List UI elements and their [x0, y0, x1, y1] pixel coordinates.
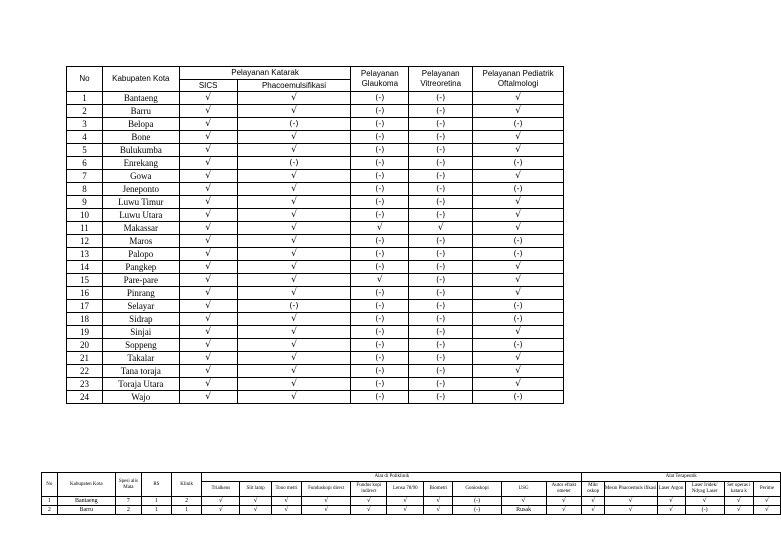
row2-name: Barru	[57, 506, 115, 515]
row2-cell: √	[724, 497, 753, 506]
row2-cell: √	[271, 497, 301, 506]
header2-poliklinik: Alat di Poliklinik	[202, 473, 582, 482]
header2-no: No	[42, 473, 58, 497]
row2-klinik: 1	[172, 506, 202, 515]
row-name: Pinrang	[102, 287, 179, 300]
row-no: 14	[67, 261, 103, 274]
row-name: Toraja Utara	[102, 378, 179, 391]
table-row	[67, 170, 564, 183]
row-phaco: (-)	[237, 157, 351, 170]
row-pediatrik: (-)	[473, 313, 564, 326]
row-vitreo: (-)	[409, 144, 473, 157]
row2-cell: √	[724, 506, 753, 515]
header2-spesialis: Spesi alis Mata	[116, 473, 142, 497]
row-no: 6	[67, 157, 103, 170]
row2-cell: √	[240, 497, 271, 506]
row2-spesialis: 7	[116, 497, 142, 506]
header2-poli-col: Funduskopi direct	[302, 482, 351, 497]
row-pediatrik: √	[473, 326, 564, 339]
row-name: Sidrap	[102, 313, 179, 326]
row-glaukoma: √	[351, 222, 409, 235]
table-row	[67, 157, 564, 170]
row-pediatrik: √	[473, 170, 564, 183]
row-sics: √	[179, 235, 237, 248]
table-row	[67, 287, 564, 300]
table-row	[67, 248, 564, 261]
header2-terapeutik: Alat Terapeutik	[582, 473, 781, 482]
row-name: Soppeng	[102, 339, 179, 352]
row2-cell: √	[604, 497, 657, 506]
row2-cell: √	[753, 506, 780, 515]
row-no: 10	[67, 209, 103, 222]
table-row	[67, 196, 564, 209]
header2-poli-col: Biometri	[424, 482, 453, 497]
row-glaukoma: (-)	[351, 378, 409, 391]
table-row	[67, 274, 564, 287]
row-phaco: √	[237, 261, 351, 274]
row2-cell: √	[582, 506, 604, 515]
row2-cell: √	[271, 506, 301, 515]
row-vitreo: (-)	[409, 313, 473, 326]
row-pediatrik: √	[473, 144, 564, 157]
row-vitreo: (-)	[409, 131, 473, 144]
row-phaco: √	[237, 378, 351, 391]
header2-tera-col: Mikr oskop	[582, 482, 604, 497]
row2-cell: (-)	[453, 506, 501, 515]
row-sics: √	[179, 222, 237, 235]
row-no: 18	[67, 313, 103, 326]
row-glaukoma: (-)	[351, 261, 409, 274]
row-phaco: √	[237, 339, 351, 352]
row-glaukoma: (-)	[351, 183, 409, 196]
row-phaco: √	[237, 326, 351, 339]
header2-poli-col: Lensa 78/90	[387, 482, 424, 497]
row-sics: √	[179, 391, 237, 404]
table-row	[67, 118, 564, 131]
header2-poli-col: USG	[501, 482, 546, 497]
row-pediatrik: (-)	[473, 183, 564, 196]
row-pediatrik: √	[473, 261, 564, 274]
row-name: Sinjai	[102, 326, 179, 339]
pelayanan-table	[66, 66, 564, 404]
row-glaukoma: (-)	[351, 287, 409, 300]
row-pediatrik: √	[473, 287, 564, 300]
row-vitreo: (-)	[409, 157, 473, 170]
row-phaco: (-)	[237, 118, 351, 131]
row2-cell: √	[387, 497, 424, 506]
row-name: Wajo	[102, 391, 179, 404]
row2-cell: √	[501, 497, 546, 506]
row-glaukoma: (-)	[351, 118, 409, 131]
row2-no: 2	[42, 506, 58, 515]
row2-cell: √	[240, 506, 271, 515]
row-vitreo: (-)	[409, 183, 473, 196]
row2-name: Bantaeng	[57, 497, 115, 506]
row-glaukoma: (-)	[351, 365, 409, 378]
row-name: Luwu Timur	[102, 196, 179, 209]
row-pediatrik: √	[473, 105, 564, 118]
table-row	[67, 352, 564, 365]
row-name: Luwu Utara	[102, 209, 179, 222]
row-name: Enrekang	[102, 157, 179, 170]
row-phaco: √	[237, 352, 351, 365]
row2-cell: Rusak	[501, 506, 546, 515]
table-row	[67, 391, 564, 404]
row2-cell: √	[302, 506, 351, 515]
table-row	[67, 222, 564, 235]
row2-cell: √	[202, 497, 240, 506]
row-glaukoma: (-)	[351, 131, 409, 144]
row-no: 5	[67, 144, 103, 157]
row-no: 19	[67, 326, 103, 339]
row2-rs: 1	[141, 497, 171, 506]
row2-cell: √	[202, 506, 240, 515]
row-no: 20	[67, 339, 103, 352]
table-row	[67, 339, 564, 352]
row-no: 17	[67, 300, 103, 313]
row-name: Jeneponto	[102, 183, 179, 196]
table-row	[67, 92, 564, 105]
row-vitreo: (-)	[409, 196, 473, 209]
table-row	[67, 261, 564, 274]
row-pediatrik: (-)	[473, 248, 564, 261]
row2-spesialis: 2	[116, 506, 142, 515]
header2-poli-col: Tono metri	[271, 482, 301, 497]
row-glaukoma: (-)	[351, 92, 409, 105]
row-vitreo: (-)	[409, 274, 473, 287]
row-phaco: (-)	[237, 300, 351, 313]
row-no: 22	[67, 365, 103, 378]
row2-cell: √	[657, 506, 685, 515]
header2-poli-col: Trialkens	[202, 482, 240, 497]
row-name: Selayar	[102, 300, 179, 313]
row-vitreo: (-)	[409, 105, 473, 118]
header-glaukoma: Pelayanan Glaukoma	[351, 67, 409, 92]
row-phaco: √	[237, 248, 351, 261]
row-sics: √	[179, 183, 237, 196]
row2-cell: √	[351, 497, 387, 506]
row-phaco: √	[237, 92, 351, 105]
row-phaco: √	[237, 209, 351, 222]
row-sics: √	[179, 248, 237, 261]
alat-table	[41, 472, 781, 515]
row-pediatrik: √	[473, 131, 564, 144]
row-glaukoma: (-)	[351, 144, 409, 157]
row2-cell: √	[387, 506, 424, 515]
row-name: Bantaeng	[102, 92, 179, 105]
row2-cell: √	[546, 506, 582, 515]
row-pediatrik: (-)	[473, 235, 564, 248]
row-vitreo: (-)	[409, 92, 473, 105]
row-pediatrik: (-)	[473, 391, 564, 404]
row-no: 3	[67, 118, 103, 131]
row2-cell: √	[657, 497, 685, 506]
row-phaco: √	[237, 105, 351, 118]
table-row	[67, 365, 564, 378]
row2-rs: 1	[141, 506, 171, 515]
row-vitreo: (-)	[409, 352, 473, 365]
row-pediatrik: √	[473, 92, 564, 105]
row-glaukoma: (-)	[351, 105, 409, 118]
row2-cell: √	[351, 506, 387, 515]
header2-poli-col: Slit lamp	[240, 482, 271, 497]
row-phaco: √	[237, 313, 351, 326]
header-pediatrik: Pelayanan Pediatrik Oftalmologi	[473, 67, 564, 92]
row2-no: 1	[42, 497, 58, 506]
row-pediatrik: √	[473, 378, 564, 391]
header2-poli-col: Fundus kopi indirect	[351, 482, 387, 497]
row-glaukoma: (-)	[351, 170, 409, 183]
row-pediatrik: √	[473, 209, 564, 222]
row-name: Barru	[102, 105, 179, 118]
row2-cell: √	[424, 506, 453, 515]
row-pediatrik: (-)	[473, 118, 564, 131]
row-pediatrik: √	[473, 196, 564, 209]
row-name: Bulukumba	[102, 144, 179, 157]
table-row	[67, 378, 564, 391]
row-pediatrik: (-)	[473, 339, 564, 352]
header2-tera-col: Laser Argon	[657, 482, 685, 497]
row-glaukoma: (-)	[351, 300, 409, 313]
header-phaco: Phacoemulsifikasi	[237, 80, 351, 92]
row-sics: √	[179, 365, 237, 378]
row-name: Tana toraja	[102, 365, 179, 378]
row-phaco: √	[237, 235, 351, 248]
row-phaco: √	[237, 144, 351, 157]
row-sics: √	[179, 196, 237, 209]
row2-cell: √	[582, 497, 604, 506]
row-phaco: √	[237, 365, 351, 378]
row-name: Belopa	[102, 118, 179, 131]
row2-cell: (-)	[685, 506, 724, 515]
row-sics: √	[179, 144, 237, 157]
row-glaukoma: (-)	[351, 196, 409, 209]
row-phaco: √	[237, 170, 351, 183]
row-sics: √	[179, 339, 237, 352]
row-phaco: √	[237, 222, 351, 235]
header2-poli-col: Gonioskopi	[453, 482, 501, 497]
row-no: 13	[67, 248, 103, 261]
header-vitreoretina: Pelayanan Vitreoretina	[409, 67, 473, 92]
row-sics: √	[179, 300, 237, 313]
row-sics: √	[179, 105, 237, 118]
row-glaukoma: (-)	[351, 391, 409, 404]
row-no: 9	[67, 196, 103, 209]
table-row	[67, 209, 564, 222]
row-name: Makassar	[102, 222, 179, 235]
row-glaukoma: (-)	[351, 157, 409, 170]
row-no: 12	[67, 235, 103, 248]
row-name: Bone	[102, 131, 179, 144]
row-sics: √	[179, 131, 237, 144]
header2-tera-col: Perime	[753, 482, 780, 497]
row2-cell: √	[685, 497, 724, 506]
row-no: 2	[67, 105, 103, 118]
row2-cell: √	[546, 497, 582, 506]
row-vitreo: (-)	[409, 365, 473, 378]
row-sics: √	[179, 209, 237, 222]
row-name: Palopo	[102, 248, 179, 261]
header2-klinik: Klinik	[172, 473, 202, 497]
table-row	[67, 144, 564, 157]
row-no: 21	[67, 352, 103, 365]
table-row	[67, 300, 564, 313]
table-row	[67, 313, 564, 326]
row-pediatrik: √	[473, 365, 564, 378]
row-glaukoma: (-)	[351, 313, 409, 326]
header-sics: SICS	[179, 80, 237, 92]
row-sics: √	[179, 326, 237, 339]
row-no: 1	[67, 92, 103, 105]
row2-cell: (-)	[453, 497, 501, 506]
row-phaco: √	[237, 183, 351, 196]
row-name: Pare-pare	[102, 274, 179, 287]
row-no: 4	[67, 131, 103, 144]
row-phaco: √	[237, 287, 351, 300]
row-sics: √	[179, 92, 237, 105]
header2-poli-col: Autor efrakt ometer	[546, 482, 582, 497]
row-pediatrik: √	[473, 274, 564, 287]
row-sics: √	[179, 170, 237, 183]
row-vitreo: (-)	[409, 339, 473, 352]
row-pediatrik: √	[473, 352, 564, 365]
row-glaukoma: √	[351, 274, 409, 287]
row-vitreo: (-)	[409, 170, 473, 183]
row-no: 11	[67, 222, 103, 235]
row-vitreo: (-)	[409, 326, 473, 339]
row-no: 7	[67, 170, 103, 183]
header2-tera-col: Mesin Phacoemuls ifikasi	[604, 482, 657, 497]
row-sics: √	[179, 261, 237, 274]
header2-kabupaten: Kabupaten Kota	[57, 473, 115, 497]
row-pediatrik: (-)	[473, 300, 564, 313]
row-vitreo: (-)	[409, 248, 473, 261]
row-phaco: √	[237, 196, 351, 209]
row-phaco: √	[237, 274, 351, 287]
row-vitreo: (-)	[409, 118, 473, 131]
table-row	[67, 326, 564, 339]
table-row	[67, 235, 564, 248]
row2-klinik: 2	[172, 497, 202, 506]
row-vitreo: (-)	[409, 235, 473, 248]
row-glaukoma: (-)	[351, 235, 409, 248]
row-name: Pangkep	[102, 261, 179, 274]
table-row	[67, 105, 564, 118]
row-vitreo: (-)	[409, 261, 473, 274]
header-kabupaten: Kabupaten Kota	[102, 67, 179, 92]
table-row	[67, 183, 564, 196]
row-glaukoma: (-)	[351, 339, 409, 352]
row-sics: √	[179, 352, 237, 365]
row-name: Gowa	[102, 170, 179, 183]
row-vitreo: (-)	[409, 209, 473, 222]
row-name: Takalar	[102, 352, 179, 365]
row-phaco: √	[237, 131, 351, 144]
row-phaco: √	[237, 391, 351, 404]
row-vitreo: (-)	[409, 287, 473, 300]
row2-cell: √	[424, 497, 453, 506]
row-vitreo: (-)	[409, 300, 473, 313]
row-sics: √	[179, 378, 237, 391]
row-vitreo: √	[409, 222, 473, 235]
row-glaukoma: (-)	[351, 326, 409, 339]
row2-cell: √	[604, 506, 657, 515]
row-sics: √	[179, 157, 237, 170]
header-no: No	[67, 67, 103, 92]
row-sics: √	[179, 287, 237, 300]
row-no: 15	[67, 274, 103, 287]
row-pediatrik: (-)	[473, 157, 564, 170]
row-no: 24	[67, 391, 103, 404]
row-sics: √	[179, 274, 237, 287]
row-no: 16	[67, 287, 103, 300]
header2-tera-col: Set operas i katara k	[724, 482, 753, 497]
row-no: 23	[67, 378, 103, 391]
row-pediatrik: √	[473, 222, 564, 235]
table-row	[42, 497, 781, 506]
row-sics: √	[179, 118, 237, 131]
row-glaukoma: (-)	[351, 352, 409, 365]
row-glaukoma: (-)	[351, 209, 409, 222]
row-no: 8	[67, 183, 103, 196]
row2-cell: √	[753, 497, 780, 506]
row-vitreo: (-)	[409, 391, 473, 404]
header-katarak: Pelayanan Katarak	[179, 67, 351, 80]
header2-tera-col: Laser Iridek/ Ndyag Laser	[685, 482, 724, 497]
table-row	[42, 506, 781, 515]
row-glaukoma: (-)	[351, 248, 409, 261]
row-vitreo: (-)	[409, 378, 473, 391]
row-sics: √	[179, 313, 237, 326]
header2-rs: RS	[141, 473, 171, 497]
table-row	[67, 131, 564, 144]
row-name: Maros	[102, 235, 179, 248]
row2-cell: √	[302, 497, 351, 506]
